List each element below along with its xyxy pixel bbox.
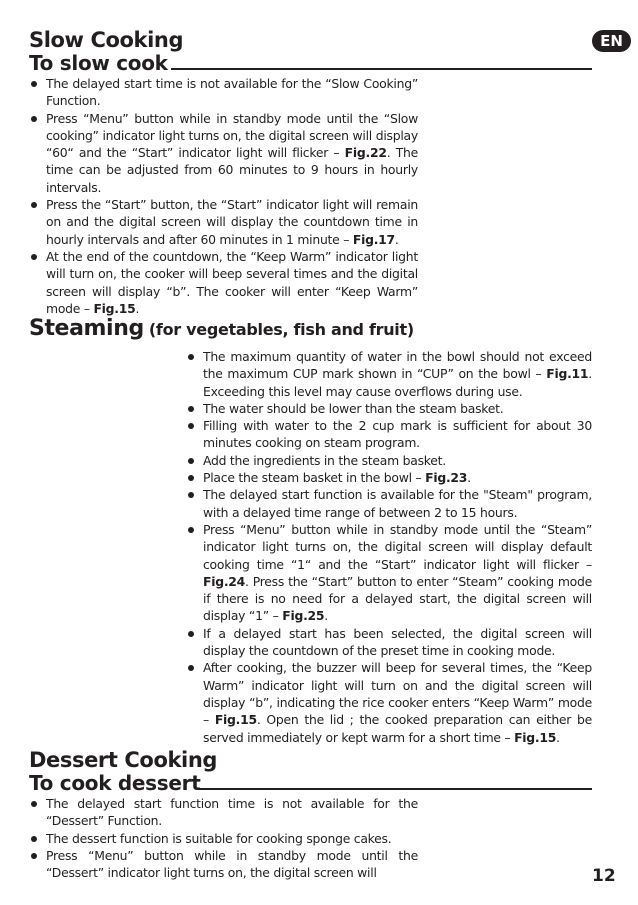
list-item (186, 469, 592, 486)
list-item (186, 625, 592, 660)
list-item (186, 400, 592, 417)
slow-cook-subtitle: To slow cook (29, 51, 168, 75)
steaming-list (186, 348, 592, 746)
list-item-text: Press the “Start” button, the “Start” indicator light will remain on and the digital screen will display the countdown time in hourly intervals and after 60 minutes in 1 minute – (46, 197, 418, 247)
list-item-text: At the end of the countdown, the “Keep Warm” indicator light will turn on, the cooker will beep several times and the digital screen will display “b”. The cooker will enter “Keep Warm” mode – (46, 248, 418, 316)
list-item-text: Place the steam basket in the bowl – (203, 470, 426, 486)
dessert-rule (200, 788, 592, 790)
list-item (29, 830, 418, 847)
list-item (29, 795, 418, 830)
slow-cook-rule (171, 68, 592, 70)
list-item (186, 417, 592, 452)
list-item-text: . Exceeding this level may cause overflows during use. (203, 366, 592, 399)
figure-ref: Fig.25 (282, 608, 325, 624)
steaming-subtitle: (for vegetables, fish and fruit) (148, 320, 414, 339)
list-item-text: . Press the “Start” button to enter “Steam” cooking mode if there is no need for a delayed start, the digital screen will display “1” – (203, 573, 592, 624)
list-item (186, 348, 592, 400)
list-item (186, 659, 592, 745)
figure-ref: Fig.23 (425, 470, 468, 486)
figure-ref: Fig.17 (352, 231, 395, 247)
list-item (29, 196, 418, 248)
slow-cook-list (29, 75, 418, 317)
list-item (29, 75, 418, 110)
dessert-cooking-title: Dessert Cooking (29, 748, 218, 772)
list-item (29, 847, 418, 882)
list-item-text: . (324, 608, 328, 624)
list-item (186, 521, 592, 625)
list-item-text: Add the ingredients in the steam basket. (203, 452, 446, 468)
list-item-text: . (394, 231, 399, 247)
list-item-text: The dessert function is suitable for cooking sponge cakes. (46, 830, 392, 846)
figure-ref: Fig.22 (344, 145, 387, 161)
figure-ref: Fig.15 (514, 729, 557, 745)
list-item (186, 486, 592, 521)
list-item-text: After cooking, the buzzer will beep for several times, the “Keep Warm” indicator light will turn on and the digital screen will display “b”, indicating the rice cooker enters “Keep Warm” mode – (203, 660, 592, 728)
slow-cooking-title: Slow Cooking (29, 28, 184, 52)
dessert-subtitle: To cook dessert (29, 771, 201, 795)
figure-ref: Fig.11 (546, 366, 589, 382)
steaming-heading (29, 317, 414, 341)
list-item-text: . The time can be adjusted from 60 minutes to 9 hours in hourly intervals. (46, 145, 418, 195)
list-item-text: Press “Menu” button while in standby mode until the “Steam” indicator light turns on, the digital screen will display default cooking time “1“ and the “Start” indicator light will flicker – (203, 521, 592, 572)
page-number: 12 (592, 866, 616, 886)
list-item-text: Press “Menu” button while in standby mode until the “Dessert” indicator light turns on, the digital screen will (46, 847, 418, 881)
list-item-text: . Open the lid ; the cooked preparation can either be served immediately or kept warm for a short time – (203, 712, 592, 745)
dessert-list (29, 795, 418, 881)
figure-ref: Fig.15 (93, 300, 136, 316)
list-item-text: The delayed start function time is not available for the “Dessert” Function. (46, 796, 418, 829)
list-item-text: The water should be lower than the steam basket. (203, 400, 504, 416)
list-item-text: . (135, 300, 140, 316)
list-item (29, 248, 418, 317)
list-item-text: . (556, 729, 560, 745)
steaming-title: Steaming (29, 316, 144, 341)
list-item-text: The delayed start time is not available for the “Slow Cooking” Function. (46, 76, 418, 109)
figure-ref: Fig.24 (203, 573, 246, 589)
list-item (29, 110, 418, 196)
list-item-text: . (467, 470, 471, 486)
list-item-text: The delayed start function is available for the "Steam" program, with a delayed time range of between 2 to 15 hours. (203, 487, 592, 520)
list-item-text: If a delayed start has been selected, the digital screen will display the countdown of the preset time in cooking mode. (203, 625, 592, 659)
list-item-text: Press “Menu” button while in standby mode until the “Slow cooking” indicator light turns on, the digital screen will display “60“ and the “Start” indicator light will flicker – (46, 110, 418, 161)
list-item-text: The maximum quantity of water in the bowl should not exceed the maximum CUP mark shown in “CUP” on the bowl – (203, 349, 592, 382)
list-item-text: Filling with water to the 2 cup mark is sufficient for about 30 minutes cooking on steam program. (203, 418, 592, 451)
figure-ref: Fig.15 (214, 712, 257, 728)
language-badge: EN (592, 30, 631, 52)
list-item (186, 452, 592, 469)
